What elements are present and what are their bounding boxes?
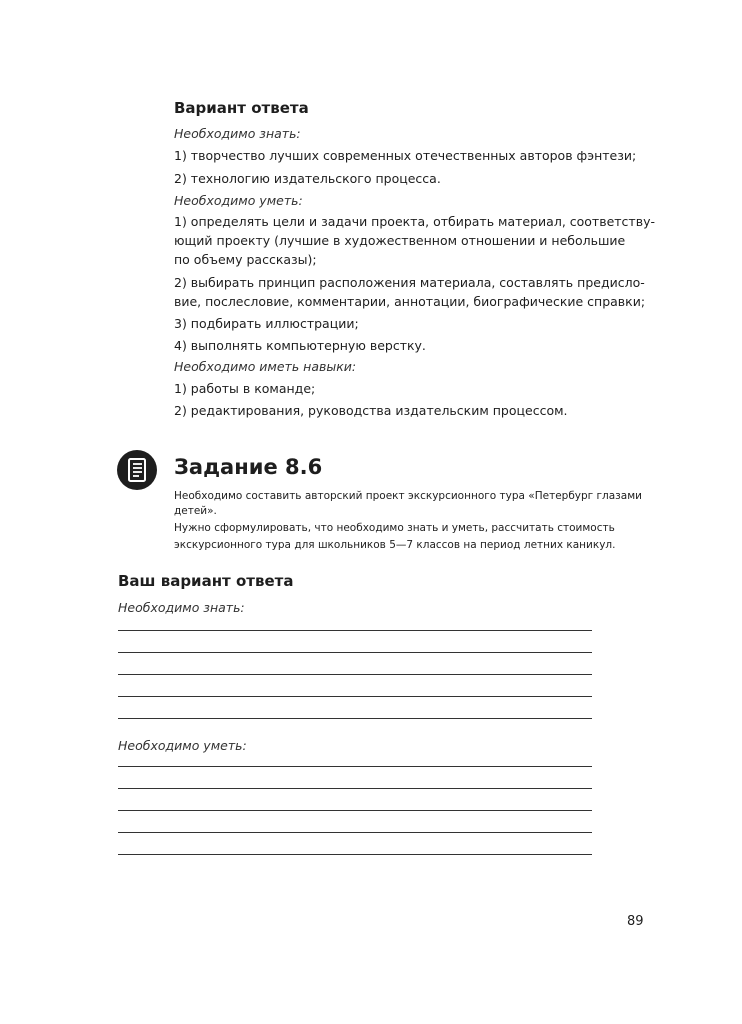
task-text-line: Нужно сформулировать, что необходимо знать и уметь, рассчитать стоимость [174,522,615,534]
can-item: ющий проекту (лучшие в художественном отношении и небольшие [174,233,626,248]
answer-line[interactable] [118,652,592,653]
task-text-line: Необходимо составить авторский проект экскурсионного тура «Петербург глазами [174,490,642,502]
answer-heading: Вариант ответа [174,99,309,117]
can-item: 2) выбирать принцип расположения материала, составлять предисло- [174,275,645,290]
skills-label: Необходимо иметь навыки: [174,359,357,374]
task-title: Задание 8.6 [174,455,323,479]
answer-line[interactable] [118,674,592,675]
your-can-label: Необходимо уметь: [118,738,247,753]
know-item: 1) творчество лучших современных отечественных авторов фэнтези; [174,148,637,163]
skills-item: 1) работы в команде; [174,381,316,396]
know-item: 2) технологию издательского процесса. [174,171,441,186]
your-answer-heading: Ваш вариант ответа [118,572,294,590]
answer-line[interactable] [118,766,592,767]
can-label: Необходимо уметь: [174,193,303,208]
your-know-label: Необходимо знать: [118,600,245,615]
task-text-line: экскурсионного тура для школьников 5—7 классов на период летних каникул. [174,539,616,551]
know-label: Необходимо знать: [174,126,301,141]
answer-line[interactable] [118,788,592,789]
can-item: 1) определять цели и задачи проекта, отбирать материал, соответству- [174,214,655,229]
document-list-icon [117,450,157,490]
can-item: по объему рассказы); [174,252,317,267]
can-item: 3) подбирать иллюстрации; [174,316,359,331]
answer-line[interactable] [118,832,592,833]
can-item: вие, послесловие, комментарии, аннотации, биографические справки; [174,294,646,309]
answer-line[interactable] [118,718,592,719]
answer-line[interactable] [118,810,592,811]
task-text-line: детей». [174,505,217,517]
answer-line[interactable] [118,696,592,697]
answer-line[interactable] [118,854,592,855]
answer-line[interactable] [118,630,592,631]
page-number: 89 [627,914,644,929]
can-item: 4) выполнять компьютерную верстку. [174,338,426,353]
skills-item: 2) редактирования, руководства издательским процессом. [174,403,568,418]
